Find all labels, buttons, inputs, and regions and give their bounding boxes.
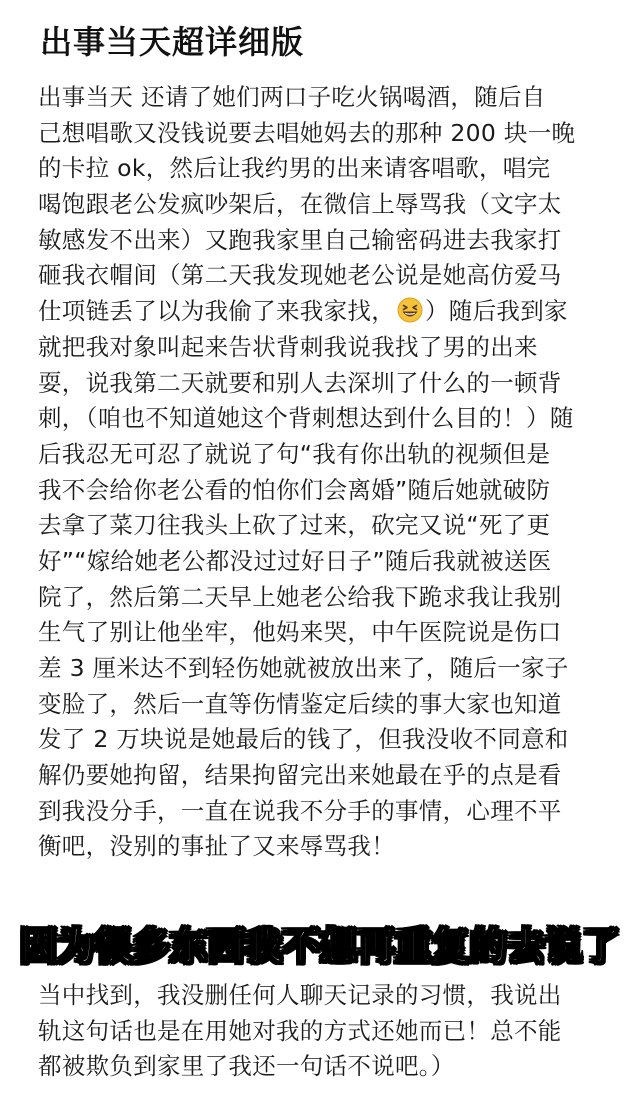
body-line: 砸我衣帽间（第二天我发现她老公说是她高仿爱马: [38, 261, 562, 290]
body-line-text: 仕项链丢了以为我偷了来我家找，: [38, 297, 395, 326]
body-line: 当中找到，我没删任何人聊天记录的习惯，我说出: [38, 981, 562, 1009]
post-body: [38, 80, 618, 865]
body-line-with-emoji: [38, 294, 618, 330]
body-line: 院了，然后第二天早上她老公给我下跪求我让我别: [38, 582, 562, 611]
body-line: 己想唱歌又没钱说要去唱她妈去的那种 200 块一晚: [38, 118, 576, 147]
body-line: 差 3 厘米达不到轻伤她就被放出来了，随后一家子: [38, 654, 569, 682]
body-line: 到我没分手，一直在说我不分手的事情，心理不平: [38, 796, 562, 825]
body-line: 敏感发不出来）又跑我家里自己输密码进去我家打: [38, 225, 562, 254]
body-line: 衡吧，没别的事扯了又来辱骂我！: [38, 832, 395, 861]
post-body-continued: [38, 978, 618, 1085]
body-line: 的卡拉 ok，然后让我约男的出来请客唱歌，唱完: [38, 154, 551, 183]
body-line: 刺，（咱也不知道她这个背刺想达到什么目的！）随: [38, 404, 574, 433]
body-line-text: ）随后我到家: [425, 297, 568, 326]
body-line: 好”“嫁给她老公都没过过好日子”随后我就被送医: [38, 546, 552, 575]
body-line: 去拿了菜刀往我头上砍了过来，砍完又说“死了更: [38, 511, 551, 540]
body-line: 发了 2 万块说是她最后的钱了，但我没收不同意和: [38, 725, 569, 754]
body-line: 都被欺负到家里了我还一句话不说吧。）: [38, 1052, 455, 1081]
body-line: 解仍要她拘留，结果拘留完出来她最在乎的点是看: [38, 761, 562, 790]
body-line: 我不会给你老公看的怕你们会离婚”随后她就破防: [38, 475, 551, 504]
grinning-squinting-face-icon: [397, 297, 423, 323]
body-line: 生气了别让他坐牢，他妈来哭，中午医院说是伤口: [38, 618, 562, 647]
body-line: 变脸了，然后一直等伤情鉴定后续的事大家也知道: [38, 689, 562, 718]
body-line: 耍，说我第二天就要和别人去深圳了什么的一顿背: [38, 368, 562, 397]
body-line: 后我忍无可忍了就说了句“我有你出轨的视频但是: [38, 439, 551, 468]
body-line: 出事当天 还请了她们两口子吃火锅喝酒，随后自: [38, 83, 546, 111]
video-subtitle-caption: 因为很多东西我不想再重复的去说了: [20, 925, 620, 968]
post-title: 出事当天超详细版: [40, 23, 305, 61]
body-line: 就把我对象叫起来告状背刺我说我找了男的出来: [38, 332, 538, 361]
body-line: 喝饱跟老公发疯吵架后，在微信上辱骂我（文字太: [38, 190, 562, 219]
body-line: 轨这句话也是在用她对我的方式还她而已！总不能: [38, 1016, 562, 1045]
